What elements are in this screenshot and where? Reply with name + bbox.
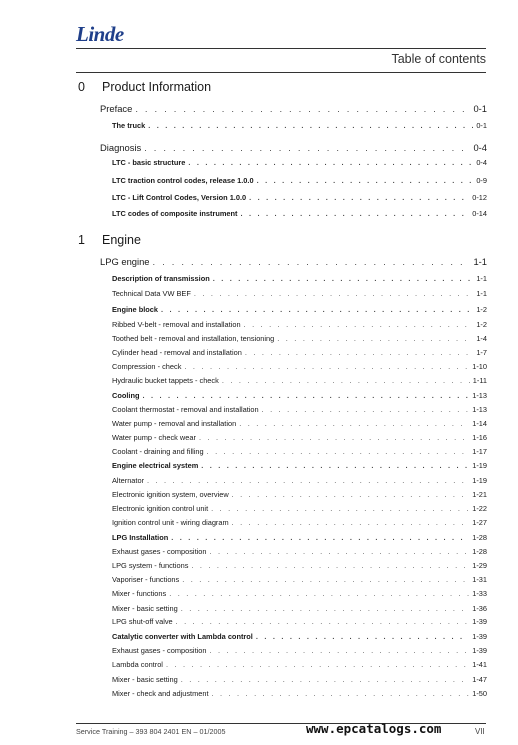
toc-entry-page: 1-16 (472, 433, 487, 442)
dot-leader (212, 689, 470, 698)
dot-leader (144, 142, 470, 153)
toc-entry-page: 1-1 (476, 274, 487, 283)
toc-entry-page: 0-14 (472, 209, 487, 218)
dot-leader (182, 575, 469, 584)
toc-entry[interactable] (112, 533, 487, 545)
toc-entry-label: Mixer - functions (112, 589, 167, 598)
toc-section-entry[interactable] (100, 142, 487, 155)
toc-entry-page: 0-12 (472, 193, 487, 202)
header-rule (76, 48, 486, 49)
toc-entry-page: 1-13 (472, 391, 487, 400)
toc-entry[interactable] (112, 209, 487, 221)
watermark-link[interactable]: www.epcatalogs.com (306, 721, 442, 736)
toc-entry-page: 1-10 (472, 362, 487, 371)
toc-entry-label: Water pump - check wear (112, 433, 196, 442)
toc-entry-page: 1-19 (472, 461, 487, 470)
toc-entry[interactable] (112, 391, 487, 403)
dot-leader (232, 518, 470, 527)
toc-entry-page: 1-41 (472, 660, 487, 669)
toc-entry[interactable] (112, 289, 487, 301)
chapter-title: Product Information (102, 80, 212, 94)
toc-entry-page: 1-28 (472, 547, 487, 556)
dot-leader (143, 391, 470, 400)
footer-document-info: Service Training – 393 804 2401 EN – 01/2005 (76, 727, 226, 736)
toc-entry[interactable] (112, 320, 487, 332)
toc-entry[interactable] (112, 632, 487, 644)
chapter-number: 0 (78, 80, 85, 94)
chapter-heading (78, 80, 211, 94)
toc-entry-label: LTC traction control codes, release 1.0.0 (112, 176, 254, 185)
dot-leader (161, 305, 473, 314)
dot-leader (256, 632, 469, 641)
toc-entry-page: 1-4 (476, 334, 487, 343)
toc-entry-label: Coolant thermostat - removal and installation (112, 405, 259, 414)
toc-entry-page: 1-47 (472, 675, 487, 684)
chapter-heading (78, 233, 141, 247)
toc-entry-label: Mixer - check and adjustment (112, 689, 209, 698)
toc-entry[interactable] (112, 617, 487, 629)
toc-entry-label: LTC codes of composite instrument (112, 209, 238, 218)
toc-entry[interactable] (112, 405, 487, 417)
toc-entry[interactable] (112, 660, 487, 672)
toc-entry-label: Ribbed V-belt - removal and installation (112, 320, 241, 329)
toc-entry-label: Cylinder head - removal and installation (112, 348, 242, 357)
toc-entry[interactable] (112, 589, 487, 601)
toc-entry-page: 0-4 (476, 158, 487, 167)
toc-entry-page: 1-50 (472, 689, 487, 698)
dot-leader (176, 617, 470, 626)
dot-leader (249, 193, 469, 202)
toc-entry-page: 0-4 (473, 142, 487, 153)
toc-entry-label: LPG engine (100, 256, 150, 267)
toc-entry-label: Preface (100, 103, 133, 114)
dot-leader (181, 675, 469, 684)
dot-leader (147, 476, 469, 485)
dot-leader (166, 660, 469, 669)
toc-entry[interactable] (112, 490, 487, 502)
toc-entry-page: 1-1 (476, 289, 487, 298)
chapter-number: 1 (78, 233, 85, 247)
dot-leader (191, 561, 469, 570)
toc-entry-page: 1-1 (473, 256, 487, 267)
toc-entry[interactable] (112, 305, 487, 317)
toc-entry[interactable] (112, 504, 487, 516)
toc-entry-label: Water pump - removal and installation (112, 419, 237, 428)
toc-entry[interactable] (112, 362, 487, 374)
dot-leader (188, 158, 473, 167)
dot-leader (153, 256, 471, 267)
toc-entry[interactable] (112, 376, 487, 388)
toc-section-entry[interactable] (100, 256, 487, 269)
toc-entry-label: Electronic ignition control unit (112, 504, 209, 513)
toc-entry[interactable] (112, 575, 487, 587)
dot-leader (148, 121, 473, 130)
toc-entry[interactable] (112, 158, 487, 170)
dot-leader (199, 433, 469, 442)
toc-entry-label: Hydraulic bucket tappets - check (112, 376, 219, 385)
toc-entry-label: LTC - basic structure (112, 158, 186, 167)
dot-leader (245, 348, 473, 357)
dot-leader (169, 589, 469, 598)
dot-leader (171, 533, 469, 542)
dot-leader (211, 504, 469, 513)
toc-entry-label: Alternator (112, 476, 145, 485)
toc-entry[interactable] (112, 604, 487, 616)
toc-entry-label: Mixer - basic setting (112, 675, 178, 684)
toc-entry-page: 1-27 (472, 518, 487, 527)
toc-entry[interactable] (112, 419, 487, 431)
toc-entry-label: The truck (112, 121, 146, 130)
toc-entry[interactable] (112, 675, 487, 687)
toc-entry[interactable] (112, 689, 487, 701)
toc-entry[interactable] (112, 646, 487, 658)
toc-entry[interactable] (112, 193, 487, 205)
toc-entry-page: 1-39 (472, 646, 487, 655)
toc-entry-label: Engine block (112, 305, 158, 314)
toc-entry-page: 1-2 (476, 320, 487, 329)
dot-leader (201, 461, 469, 470)
toc-entry[interactable] (112, 461, 487, 473)
toc-entry-label: Cooling (112, 391, 140, 400)
toc-entry[interactable] (112, 433, 487, 445)
toc-entry-label: Mixer - basic setting (112, 604, 178, 613)
dot-leader (135, 103, 470, 114)
dot-leader (257, 176, 474, 185)
toc-section-entry[interactable] (100, 103, 487, 116)
toc-entry-label: Catalytic converter with Lambda control (112, 632, 253, 641)
dot-leader (209, 646, 469, 655)
toc-entry-page: 1-36 (472, 604, 487, 613)
toc-entry-label: Compression - check (112, 362, 182, 371)
toc-entry-label: Lambda control (112, 660, 163, 669)
toc-entry[interactable] (112, 348, 487, 360)
page-title: Table of contents (391, 52, 486, 66)
toc-entry-label: LPG shut-off valve (112, 617, 173, 626)
toc-entry-page: 1-13 (472, 405, 487, 414)
toc-entry[interactable] (112, 561, 487, 573)
toc-entry-page: 1-7 (476, 348, 487, 357)
linde-logo: Linde (76, 22, 124, 46)
dot-leader (213, 274, 474, 283)
toc-entry-label: Description of transmission (112, 274, 210, 283)
dot-leader (181, 604, 469, 613)
toc-entry[interactable] (112, 176, 487, 188)
toc-entry[interactable] (112, 518, 487, 530)
dot-leader (244, 320, 474, 329)
dot-leader (232, 490, 470, 499)
dot-leader (241, 209, 470, 218)
toc-entry-page: 1-11 (472, 376, 487, 385)
toc-entry-label: Ignition control unit - wiring diagram (112, 518, 229, 527)
toc-entry[interactable] (112, 274, 487, 286)
dot-leader (194, 289, 473, 298)
toc-entry-label: Vaporiser - functions (112, 575, 180, 584)
toc-entry-label: Engine electrical system (112, 461, 199, 470)
toc-entry-page: 1-21 (472, 490, 487, 499)
toc-entry-page: 0-9 (476, 176, 487, 185)
toc-entry-page: 1-2 (476, 305, 487, 314)
toc-entry[interactable] (112, 476, 487, 488)
toc-entry-page: 1-14 (472, 419, 487, 428)
toc-entry-label: Diagnosis (100, 142, 142, 153)
toc-entry-label: Exhaust gases - composition (112, 547, 207, 556)
toc-entry[interactable] (112, 547, 487, 559)
page-number: VII (475, 727, 485, 736)
dot-leader (239, 419, 469, 428)
dot-leader (209, 547, 469, 556)
toc-entry-label: Technical Data VW BEF (112, 289, 191, 298)
toc-entry[interactable] (112, 121, 487, 133)
dot-leader (222, 376, 470, 385)
toc-entry[interactable] (112, 447, 487, 459)
toc-entry-page: 1-31 (472, 575, 487, 584)
dot-leader (184, 362, 469, 371)
toc-entry-label: LTC - Lift Control Codes, Version 1.0.0 (112, 193, 247, 202)
chapter-title: Engine (102, 233, 141, 247)
toc-entry-page: 0-1 (473, 103, 487, 114)
toc-entry-page: 1-22 (472, 504, 487, 513)
title-rule (76, 72, 486, 73)
toc-entry-label: LPG Installation (112, 533, 169, 542)
toc-entry-label: Electronic ignition system, overview (112, 490, 229, 499)
toc-entry-page: 0-1 (476, 121, 487, 130)
dot-leader (277, 334, 473, 343)
toc-entry-page: 1-29 (472, 561, 487, 570)
dot-leader (207, 447, 470, 456)
toc-entry-page: 1-39 (472, 617, 487, 626)
toc-entry-page: 1-28 (472, 533, 487, 542)
dot-leader (262, 405, 470, 414)
toc-entry[interactable] (112, 334, 487, 346)
toc-entry-page: 1-33 (472, 589, 487, 598)
toc-entry-page: 1-39 (472, 632, 487, 641)
toc-entry-label: Toothed belt - removal and installation, tensioning (112, 334, 275, 343)
toc-entry-label: LPG system - functions (112, 561, 189, 570)
toc-entry-label: Coolant - draining and filling (112, 447, 204, 456)
toc-entry-label: Exhaust gases - composition (112, 646, 207, 655)
toc-entry-page: 1-17 (472, 447, 487, 456)
toc-entry-page: 1-19 (472, 476, 487, 485)
